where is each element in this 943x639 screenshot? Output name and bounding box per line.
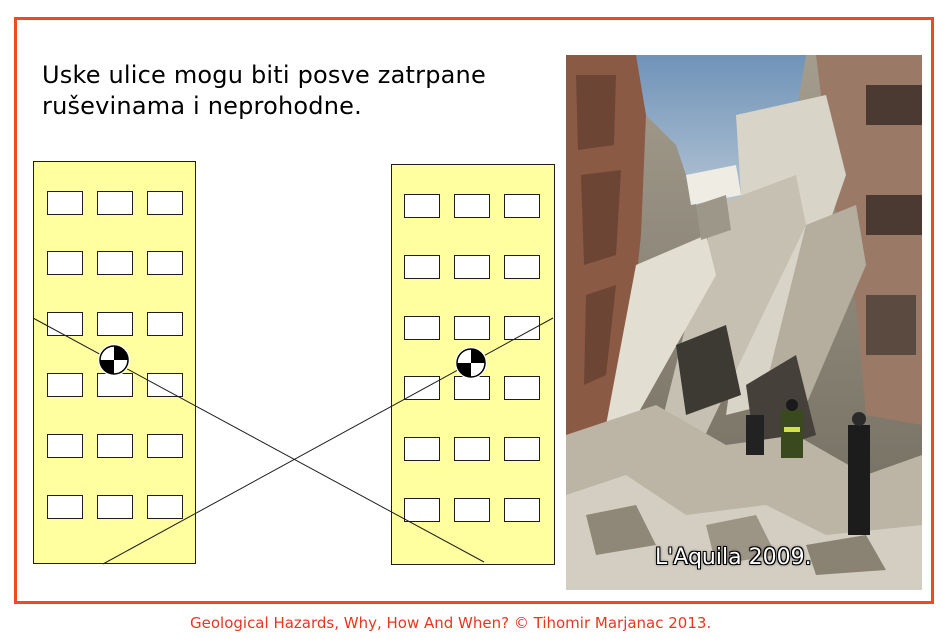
- window: [454, 376, 490, 400]
- window: [147, 251, 183, 275]
- window: [454, 498, 490, 522]
- window: [147, 191, 183, 215]
- window: [504, 437, 540, 461]
- rubble-illustration: [566, 55, 922, 590]
- window: [454, 437, 490, 461]
- window: [404, 255, 440, 279]
- window: [97, 312, 133, 336]
- window: [147, 434, 183, 458]
- window: [47, 191, 83, 215]
- building-right: [391, 164, 555, 565]
- slide-text-line-2: ruševinama i neprohodne.: [42, 92, 362, 120]
- window: [147, 495, 183, 519]
- window: [404, 437, 440, 461]
- window: [404, 316, 440, 340]
- building-left: [33, 161, 196, 564]
- window: [97, 191, 133, 215]
- window: [147, 312, 183, 336]
- window: [47, 312, 83, 336]
- photo-caption: L'Aquila 2009.: [655, 545, 812, 570]
- window: [504, 376, 540, 400]
- window: [504, 194, 540, 218]
- slide-text-line-1: Uske ulice mogu biti posve zatrpane: [42, 61, 486, 89]
- footer-credit: Geological Hazards, Why, How And When? © Tihomir Marjanac 2013.: [190, 614, 712, 632]
- window: [47, 373, 83, 397]
- window: [147, 373, 183, 397]
- window: [97, 495, 133, 519]
- window: [404, 498, 440, 522]
- window: [454, 194, 490, 218]
- window: [47, 251, 83, 275]
- window: [404, 376, 440, 400]
- window: [404, 194, 440, 218]
- window: [47, 495, 83, 519]
- window: [47, 434, 83, 458]
- window: [504, 498, 540, 522]
- window: [504, 316, 540, 340]
- window: [97, 434, 133, 458]
- window: [454, 316, 490, 340]
- window: [97, 373, 133, 397]
- window: [454, 255, 490, 279]
- earthquake-damage-photo: [566, 55, 922, 590]
- slide-text: [42, 60, 512, 122]
- window: [97, 251, 133, 275]
- window: [504, 255, 540, 279]
